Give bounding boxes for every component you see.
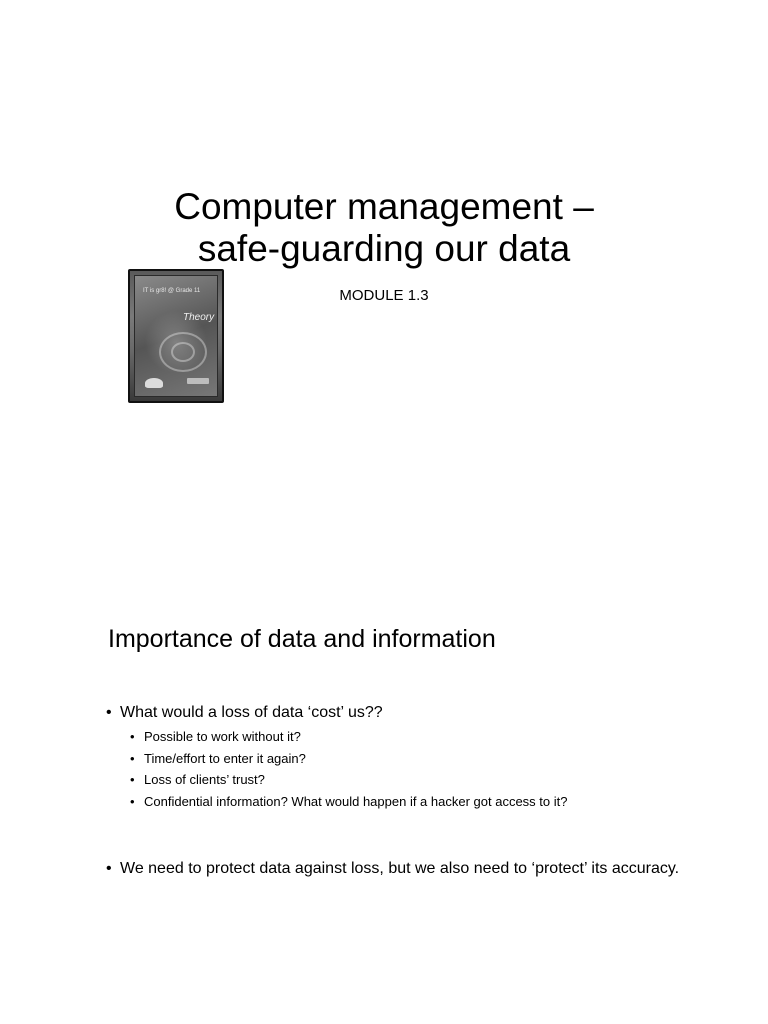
sub-bullet-item: • Time/effort to enter it again?	[130, 748, 686, 770]
sub-bullet-list	[130, 726, 686, 812]
sub-bullet-item: • Confidential information? What would happen if a hacker got access to it?	[130, 791, 686, 813]
bullet-list-1	[106, 702, 686, 812]
bullet-list-2	[106, 858, 686, 879]
book-series-label: IT is gr8! @ Grade 11	[143, 288, 201, 294]
slide-title-heading	[84, 186, 684, 270]
book-cover-image	[128, 269, 224, 403]
sub-bullet-item: • Loss of clients’ trust?	[130, 769, 686, 791]
slide-heading: Importance of data and information	[108, 625, 496, 653]
bullet-item: • What would a loss of data ‘cost’ us??	[106, 702, 686, 723]
wifi-waves-icon	[159, 332, 207, 372]
publisher-logo-icon	[145, 378, 163, 388]
book-cover-art	[134, 275, 218, 397]
book-theory-label: Theory	[183, 312, 215, 323]
sub-bullet-item: • Possible to work without it?	[130, 726, 686, 748]
title-line-2: safe-guarding our data	[197, 228, 571, 269]
book-badge	[187, 378, 209, 384]
module-subtitle: MODULE 1.3	[339, 287, 429, 304]
bullet-item: • We need to protect data against loss, but we also need to ‘protect’ its accuracy.	[106, 858, 686, 879]
title-line-1: Computer management –	[174, 186, 594, 227]
slide-importance	[0, 512, 768, 1024]
